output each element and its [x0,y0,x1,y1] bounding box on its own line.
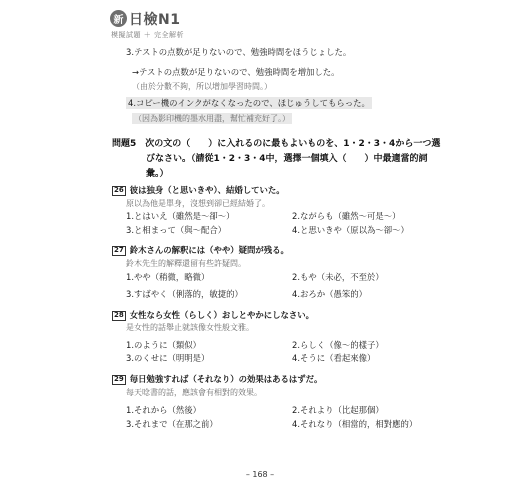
question-stem-text: 毎日勉強すれば（それなり）の効果はあるはずだ。 [129,374,323,384]
top-item-4-translation-text: （因為影印機的墨水用盡，幫忙補充好了。） [134,114,290,123]
question-26-option-3: 3.と相まって（與～配合） [126,225,227,235]
book-subtitle: 模擬試題 ＋ 完全解析 [111,31,184,39]
question-29-option-3: 3.それまで（在那之前） [126,419,218,429]
question-27-option-3: 3.すばやく（俐落的，敏捷的） [126,289,243,299]
top-item-4 [126,99,372,107]
section-title-line-1: 問題5 次の文の（ ）に入れるのに最もよいものを、1・2・3・4から一つ選 [112,139,441,149]
question-28-option-1: 1.のように（類似） [126,340,201,350]
question-27-stem [112,246,289,256]
question-29-option-1: 1.それから（然後） [126,405,201,415]
question-26-translation: 原以為他是單身，沒想到卻已經結婚了。 [126,199,270,208]
book-logo-badge: 新 [110,10,127,27]
page-number: – 168 – [245,470,275,479]
section-title-line-2: びなさい。（請從1・2・3・4中，選擇一個填入（ ）中最適當的詞 [146,154,428,164]
top-item-3-translation: （由於分數不夠，所以增加學習時間。） [132,82,272,91]
question-27-option-1: 1.やや（稍微，略微） [126,272,210,282]
question-29-option-4: 4.それなり（相當的，相對應的） [292,419,418,429]
question-number: 28 [114,311,124,319]
top-item-4-translation [132,115,292,123]
top-item-3: 3.テストの点数が足りないので、勉強時間をほうじょした。 [126,47,352,57]
question-26-option-4: 4.と思いきや（原以為～卻～） [292,225,409,235]
question-number: 26 [114,186,124,194]
question-27-option-4: 4.おろか（愚笨的） [292,289,367,299]
question-number: 27 [114,246,124,254]
question-26-option-1: 1.とはいえ（雖然是～卻～） [126,211,235,221]
question-26-option-2: 2.ながらも（雖然～可是～） [292,211,401,221]
top-item-3-corrected: →テストの点数が足りないので、勉強時間を増加した。 [132,67,340,77]
top-item-4-text: 4.コピー機のインクがなくなったので、ほじゅうしてもらった。 [128,98,370,108]
question-29-translation: 每天唸書的話，應該會有相對的效果。 [126,388,262,397]
question-stem-text: 鈴木さんの解釈には（やや）疑問が残る。 [129,245,289,255]
question-28-stem [112,311,314,321]
question-28-option-3: 3.のくせに（明明是） [126,353,210,363]
book-title: 日檢N1 [129,12,181,28]
question-29-stem [112,375,322,385]
question-28-translation: 是女性的話舉止就該像女性般文雅。 [126,323,254,332]
section-title-line-3: 彙。） [146,169,169,179]
question-28-option-4: 4.そうに（看起來像） [292,353,376,363]
question-stem-text: 彼は独身（と思いきや）、結婚していた。 [129,185,285,195]
question-27-option-2: 2.もや（未必，不至於） [292,272,384,282]
question-28-option-2: 2.らしく（像～的樣子） [292,340,384,350]
question-29-option-2: 2.それより（比起那個） [292,405,384,415]
question-27-translation: 鈴木先生的解釋還留有些許疑問。 [126,259,246,268]
question-26-stem [112,186,285,196]
question-stem-text: 女性なら女性（らしく）おしとやかにしなさい。 [129,310,314,320]
question-number: 29 [114,375,124,383]
